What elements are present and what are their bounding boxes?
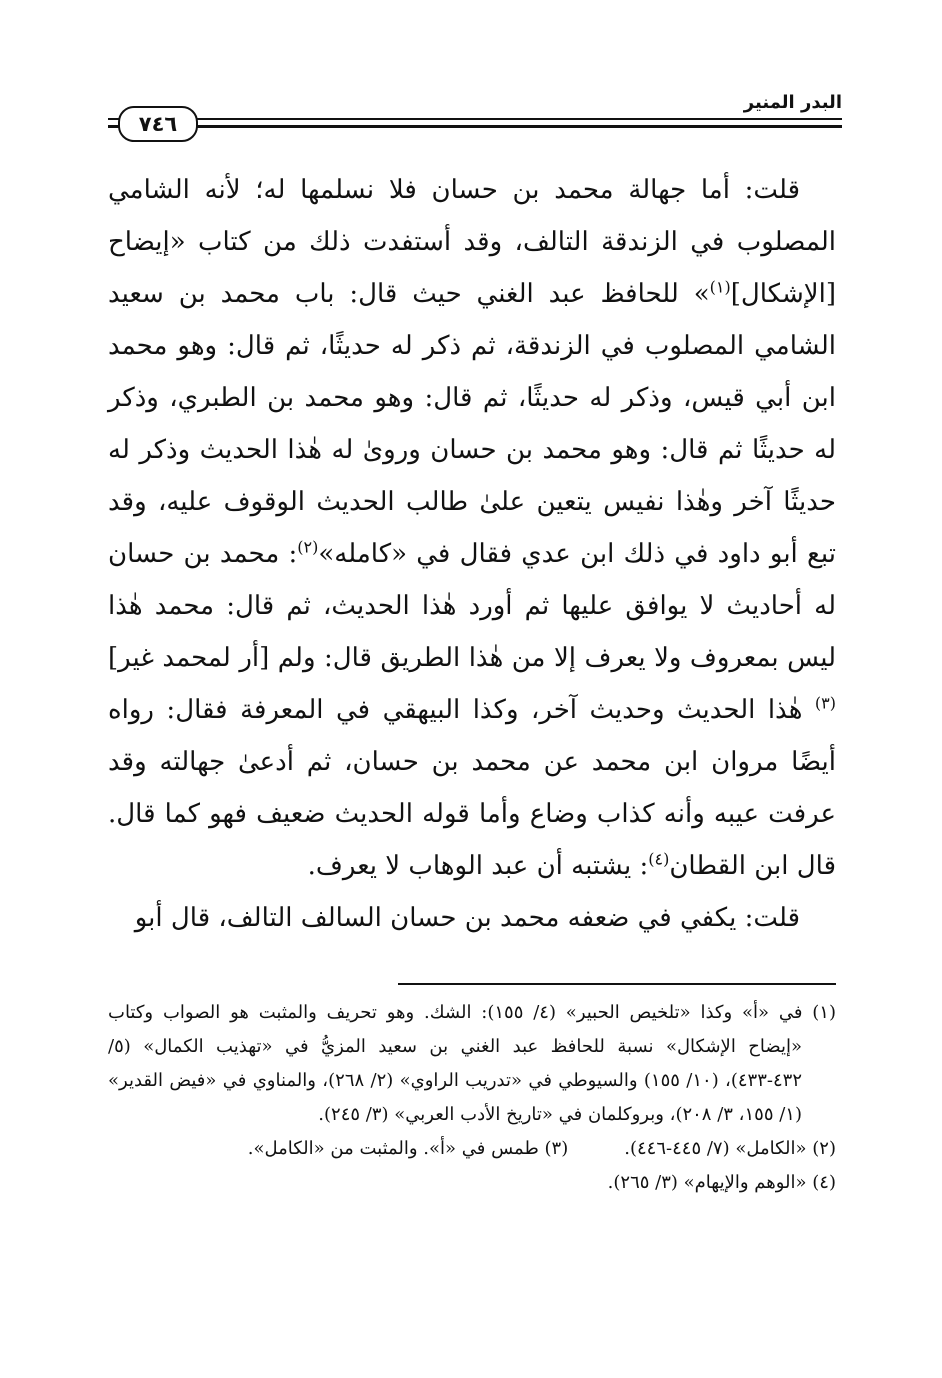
footnote-1: (١) في «أ» وكذا «تلخيص الحبير» (٤/ ١٥٥): الشك. وهو تحريف والمثبت هو الصواب وكتاب «إيضاح الإشكال» نسبة للحافظ عبد الغني بن سعيد المزيُّ في «تهذيب الكمال» (٥/ ٤٣٢-٤٣٣)، (١٠/ ١٥٥) والسيوطي في «تدريب الراوي» (٢/ ٢٦٨)، والمناوي في «فيض القدير» (١/ ١٥٥، ٣/ ٢٠٨)، وبروكلمان في «تاريخ الأدب العربي» (٣/ ٢٤٥). [108, 1002, 836, 1125]
paragraph-1-part-e: : يشتبه أن عبد الوهاب لا يعرف. [307, 851, 649, 881]
paragraph-1-part-c: : محمد بن حسان له أحاديث لا يوافق عليها ثم أورد هٰذا الحديث، ثم قال: محمد هٰذا ليس بمعروف ولا يعرف إلا من هٰذا الطريق قال: ولم [أر لمحمد غير] [108, 539, 836, 673]
footnote-ref-1: (١) [709, 277, 731, 297]
header-rule-bottom [108, 125, 842, 128]
footnote-row [108, 1132, 836, 1166]
page-number: ٧٤٦ [118, 106, 198, 142]
footnote-3: (٣) طمس في «أ». والمثبت من «الكامل». [247, 1138, 569, 1159]
paragraph-1-part-a: قلت: أما جهالة محمد بن حسان فلا نسلمها له؛ لأنه الشامي المصلوب في الزندقة التالف، وقد أستفدت ذلك من كتاب «إيضاح [الإشكال] [108, 175, 836, 309]
footnote-2: (٢) «الكامل» (٧/ ٤٤٥-٤٤٦). [624, 1138, 836, 1159]
footnotes [108, 996, 836, 1200]
paragraph-2: قلت: يكفي في ضعفه محمد بن حسان السالف التالف، قال أبو [134, 903, 800, 933]
footnote-4: (٤) «الوهم والإيهام» (٣/ ٢٦٥). [607, 1172, 836, 1193]
book-title: البدر المنير [743, 92, 842, 113]
header-rule-top [108, 118, 842, 120]
footnote-separator [398, 983, 836, 985]
paragraph-1-part-b: » للحافظ عبد الغني حيث قال: باب محمد بن سعيد الشامي المصلوب في الزندقة، ثم ذكر له حديثًا، ثم قال: وهو محمد ابن أبي قيس، وذكر له حديثًا، ثم قال: وهو محمد بن الطبري، وذكر له حديثًا ثم قال: وهو محمد بن حسان وروىٰ له هٰذا الحديث وذكر له حديثًا آخر وهٰذا نفيس يتعين علىٰ طالب الحديث الوقوف عليه، وقد تبع أبو داود في ذلك ابن عدي فقال في «كامله» [108, 279, 836, 569]
footnote-ref-4: (٤) [648, 849, 670, 869]
main-text [108, 164, 836, 944]
footnote-ref-2: (٢) [297, 537, 319, 557]
running-header [108, 84, 842, 154]
paragraph-1-part-d: هٰذا الحديث وحديث آخر، وكذا البيهقي في المعرفة فقال: رواه أيضًا مروان ابن محمد عن محمد بن حسان، ثم أدعىٰ جهالته وقد عرفت عيبه وأنه كذاب وضاع وأما قوله الحديث ضعيف فهو كما قال. قال ابن القطان [108, 695, 836, 881]
paragraph-1 [108, 164, 836, 892]
footnote-ref-3: (٣) [814, 693, 836, 713]
